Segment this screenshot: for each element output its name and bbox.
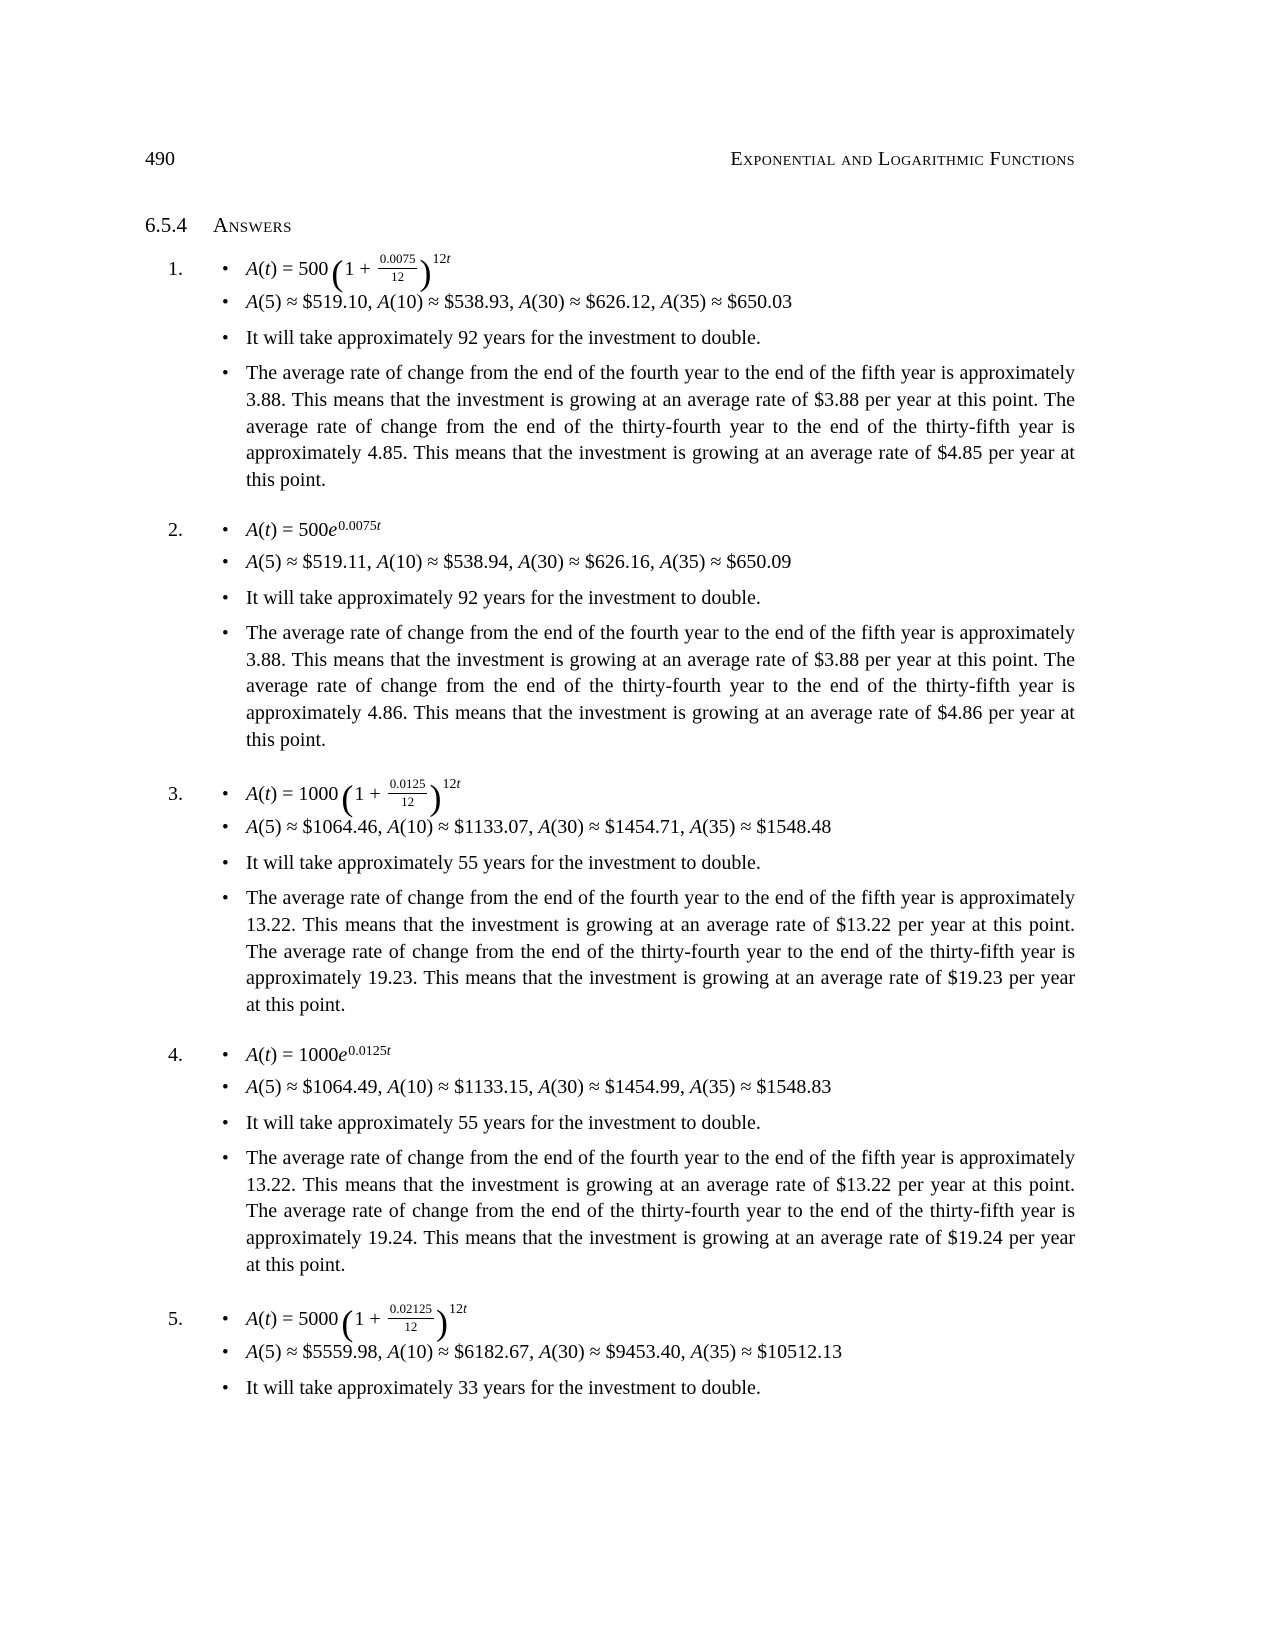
values-line: A(5) ≈ $5559.98, A(10) ≈ $6182.67, A(30) ≈ $9453.40, A(35) ≈ $10512.13 — [246, 1341, 843, 1364]
open-paren: ( — [331, 252, 344, 293]
fraction-denominator: 12 — [391, 268, 405, 284]
bullet — [222, 289, 1075, 316]
answer-item — [145, 777, 1075, 1027]
formula-exponential: $A(t) = 1000e^{0.0125t}$ — [246, 1043, 391, 1067]
math-italic: A — [246, 550, 259, 573]
item-body — [222, 777, 1075, 1027]
doubling-time-text: It will take approximately 55 years for the investment to double. — [246, 1111, 761, 1134]
math-italic: e — [338, 1044, 348, 1067]
formula-exponent: 0.0125t — [348, 1043, 391, 1059]
values-line: A(5) ≈ $1064.49, A(10) ≈ $1133.15, A(30) ≈ $1454.99, A(35) ≈ $1548.83 — [246, 1075, 832, 1098]
bullet-marker: • — [222, 623, 229, 645]
bullet — [222, 850, 1075, 877]
bullet — [222, 620, 1075, 753]
bullet-marker: • — [222, 784, 229, 806]
math-italic: t — [446, 251, 451, 267]
math-italic: A — [387, 816, 400, 839]
fraction — [388, 777, 428, 809]
math-italic: A — [538, 1075, 551, 1098]
bullet-marker: • — [222, 1076, 229, 1098]
values-bullet — [246, 289, 1075, 316]
bullet — [222, 1074, 1075, 1101]
item-body — [222, 1302, 1075, 1410]
section-heading — [145, 214, 1075, 237]
answer-item — [145, 517, 1075, 762]
math-italic: A — [387, 1341, 400, 1364]
bullet — [222, 1042, 1075, 1069]
math-italic: A — [377, 291, 390, 314]
math-italic: A — [246, 291, 259, 314]
item-body — [222, 517, 1075, 762]
math-italic: A — [387, 1075, 400, 1098]
values-bullet — [246, 1074, 1075, 1101]
formula-bullet — [246, 1042, 1075, 1069]
rate-of-change-paragraph: The average rate of change from the end of the fourth year to the end of the fifth year is approximately 13.22. This means that the investment is growing at an average rate of $13.22 per year at this point. The average rate of change from the end of the thirty-fourth year to the end of the thirty-fifth year is approximately 19.23. This means that the investment is growing at an average rate of $19.23 per year at this point. — [246, 887, 1075, 1016]
bullet — [222, 517, 1075, 544]
fraction-numerator: 0.0075 — [378, 252, 418, 269]
formula-exponential: $A(t) = 500e^{0.0075t}$ — [246, 518, 381, 542]
formula-exponent: 0.0075t — [338, 518, 381, 534]
math-italic: A — [246, 519, 259, 542]
section-title: Answers — [213, 213, 292, 237]
bullet — [222, 585, 1075, 612]
doubling-time-text: It will take approximately 92 years for the investment to double. — [246, 586, 761, 609]
item-number: 4. — [168, 1044, 183, 1067]
bullet — [222, 1339, 1075, 1366]
math-italic: A — [659, 550, 673, 573]
fraction-numerator: 0.02125 — [388, 1302, 434, 1319]
math-italic: A — [246, 1075, 259, 1098]
bullet-marker: • — [222, 292, 229, 314]
answer-item — [145, 1302, 1075, 1410]
bullet — [222, 1375, 1075, 1402]
close-paren: ) — [435, 1302, 448, 1343]
item-number: 5. — [168, 1308, 183, 1331]
bullet — [222, 814, 1075, 841]
math-italic: A — [539, 1341, 552, 1364]
open-paren: ( — [341, 777, 354, 818]
math-italic: t — [264, 783, 271, 806]
math-italic: A — [660, 291, 673, 314]
math-italic: A — [538, 816, 551, 839]
math-italic: e — [328, 519, 338, 542]
math-italic: A — [376, 550, 390, 573]
bullet — [222, 885, 1075, 1018]
bullet-marker: • — [222, 888, 229, 910]
math-italic: A — [246, 1044, 259, 1067]
values-bullet — [246, 549, 1075, 576]
doubling-time-text: It will take approximately 33 years for the investment to double. — [246, 1376, 761, 1399]
open-paren: ( — [341, 1302, 354, 1343]
math-italic: A — [246, 783, 259, 806]
math-italic: A — [518, 550, 531, 573]
bullet — [222, 1301, 1075, 1343]
section-number: 6.5.4 — [145, 213, 187, 237]
bullet-marker: • — [222, 587, 229, 609]
running-header-title: Exponential and Logarithmic Functions — [730, 148, 1075, 170]
bullet-marker: • — [222, 327, 229, 349]
math-italic: A — [246, 1308, 259, 1331]
bullet-marker: • — [222, 1148, 229, 1170]
bullet — [222, 1145, 1075, 1278]
math-italic: A — [690, 1341, 703, 1364]
math-italic: A — [246, 816, 259, 839]
values-line: A(5) ≈ $519.10, A(10) ≈ $538.93, A(30) ≈ $626.12, A(35) ≈ $650.03 — [246, 291, 793, 314]
item-number: 1. — [168, 258, 183, 281]
fraction — [378, 252, 418, 284]
item-body — [222, 252, 1075, 502]
formula-exponent: 12t — [448, 1301, 467, 1317]
close-paren: ) — [419, 252, 432, 293]
math-italic: t — [264, 1308, 271, 1331]
fraction-numerator: 0.0125 — [388, 777, 428, 794]
math-italic: A — [689, 816, 703, 839]
bullet-marker: • — [222, 551, 229, 573]
fraction-denominator: 12 — [401, 793, 415, 809]
close-paren: ) — [429, 777, 442, 818]
answer-item — [145, 252, 1075, 502]
formula-exponent: 12t — [432, 251, 451, 267]
bullet-marker: • — [222, 1377, 229, 1399]
math-italic: t — [376, 518, 381, 534]
values-bullet — [246, 814, 1075, 841]
math-italic: t — [264, 1044, 271, 1067]
rate-of-change-paragraph: The average rate of change from the end of the fourth year to the end of the fifth year is approximately 13.22. This means that the investment is growing at an average rate of $13.22 per year at this point. The average rate of change from the end of the thirty-fourth year to the end of the thirty-fifth year is approximately 19.24. This means that the investment is growing at an average rate of $19.24 per year at this point. — [246, 1147, 1075, 1276]
math-italic: t — [386, 1043, 391, 1059]
formula-compound: A(t) = 5000(1 + $\frac{0.02125}{12}$ )$^{12t}$ — [246, 1301, 467, 1343]
bullet — [222, 549, 1075, 576]
doubling-time-text: It will take approximately 92 years for the investment to double. — [246, 326, 761, 349]
math-italic: A — [519, 291, 532, 314]
rate-of-change-paragraph: The average rate of change from the end of the fourth year to the end of the fifth year is approximately 3.88. This means that the investment is growing at an average rate of $3.88 per year at this point. The average rate of change from the end of the thirty-fourth year to the end of the thirty-fifth year is approximately 4.85. This means that the investment is growing at an average rate of $4.85 per year at this point. — [246, 362, 1075, 491]
doubling-time-text: It will take approximately 55 years for the investment to double. — [246, 851, 761, 874]
bullet-marker: • — [222, 817, 229, 839]
values-line: A(5) ≈ $519.11, A(10) ≈ $538.94, A(30) ≈ $626.16, A(35) ≈ $650.09 — [246, 550, 792, 573]
math-italic: t — [264, 519, 271, 542]
bullet-marker: • — [222, 520, 229, 542]
math-italic: t — [462, 1301, 467, 1317]
bullet-marker: • — [222, 1342, 229, 1364]
answer-item — [145, 1042, 1075, 1287]
formula-bullet — [246, 251, 1075, 293]
rate-of-change-paragraph: The average rate of change from the end of the fourth year to the end of the fifth year is approximately 3.88. This means that the investment is growing at an average rate of $3.88 per year at this point. The average rate of change from the end of the thirty-fourth year to the end of the thirty-fifth year is approximately 4.86. This means that the investment is growing at an average rate of $4.86 per year at this point. — [246, 622, 1075, 751]
bullet-marker: • — [222, 1112, 229, 1134]
values-bullet — [246, 1339, 1075, 1366]
math-italic: A — [246, 1341, 259, 1364]
bullet — [222, 1110, 1075, 1137]
bullet — [222, 251, 1075, 293]
bullet — [222, 360, 1075, 493]
math-italic: A — [689, 1075, 703, 1098]
item-number: 3. — [168, 783, 183, 806]
item-number: 2. — [168, 519, 183, 542]
running-header — [145, 148, 1075, 170]
item-body — [222, 1042, 1075, 1287]
formula-exponent: 12t — [442, 776, 461, 792]
formula-bullet — [246, 1301, 1075, 1343]
values-line: A(5) ≈ $1064.46, A(10) ≈ $1133.07, A(30) ≈ $1454.71, A(35) ≈ $1548.48 — [246, 816, 832, 839]
bullet-marker: • — [222, 259, 229, 281]
bullet — [222, 776, 1075, 818]
page-number: 490 — [145, 148, 175, 170]
math-italic: t — [456, 776, 461, 792]
bullet — [222, 325, 1075, 352]
formula-bullet — [246, 776, 1075, 818]
answers-list — [145, 252, 1075, 1410]
math-italic: t — [264, 258, 271, 281]
formula-bullet — [246, 517, 1075, 544]
bullet-marker: • — [222, 1309, 229, 1331]
fraction — [388, 1302, 434, 1334]
formula-compound: A(t) = 500(1 + $\frac{0.0075}{12}$ )$^{12t}$ — [246, 251, 451, 293]
math-italic: A — [246, 258, 259, 281]
bullet-marker: • — [222, 1045, 229, 1067]
formula-compound: A(t) = 1000(1 + $\frac{0.0125}{12}$ )$^{12t}$ — [246, 776, 461, 818]
bullet-marker: • — [222, 363, 229, 385]
fraction-denominator: 12 — [404, 1318, 418, 1334]
bullet-marker: • — [222, 852, 229, 874]
